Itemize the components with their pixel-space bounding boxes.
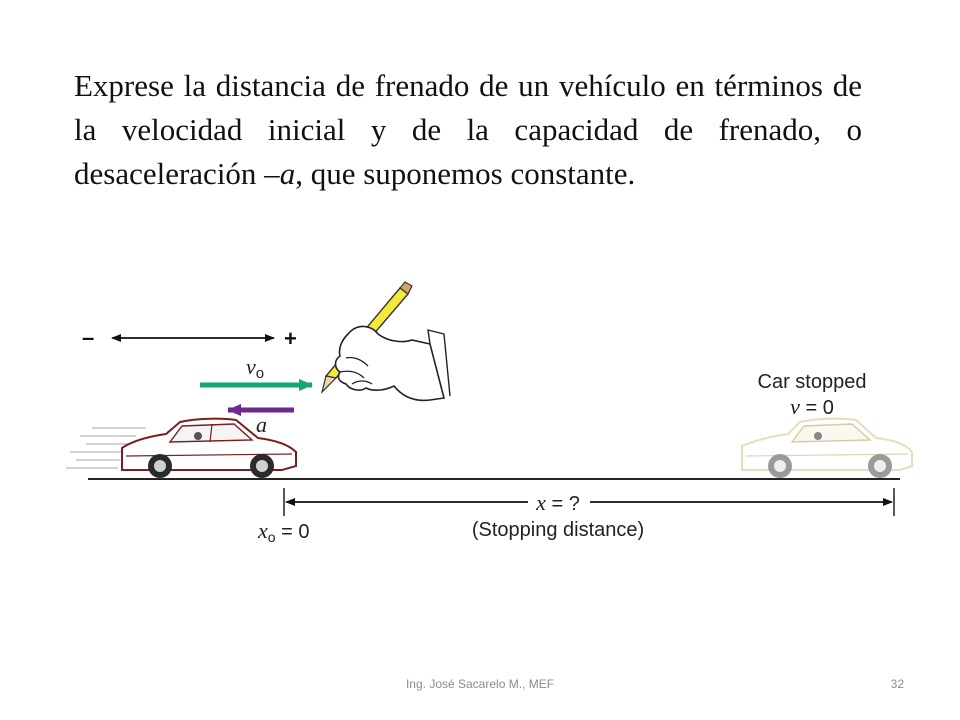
stopped-car-icon xyxy=(742,419,912,478)
v0-label xyxy=(246,354,264,382)
axis-minus-label: – xyxy=(82,325,95,350)
acceleration-label: a xyxy=(256,412,267,437)
origin-label xyxy=(257,518,309,545)
axis-plus-label: + xyxy=(284,326,297,351)
final-velocity-symbol: v xyxy=(790,394,800,419)
car-stopped-label: Car stopped xyxy=(757,371,867,393)
final-velocity-label xyxy=(790,394,834,419)
origin-symbol: x xyxy=(258,518,268,543)
stopping-distance-label: (Stopping distance) xyxy=(471,519,645,541)
distance-value: = ? xyxy=(545,493,580,515)
page-number: 32 xyxy=(890,677,904,691)
final-velocity-value: = 0 xyxy=(799,397,834,419)
origin-value: = 0 xyxy=(275,521,310,543)
origin-subscript: o xyxy=(267,529,276,545)
axis-indicator xyxy=(82,325,297,351)
statement-text-start: Exprese la distancia de frenado de un vehículo en términos de la velocidad inicial y de la capacidad de frenado, o desaceleración – xyxy=(74,68,862,191)
statement-variable-a: a xyxy=(279,156,296,191)
hand-pencil-icon xyxy=(322,282,450,400)
moving-car-icon xyxy=(122,419,296,478)
distance-symbol: x xyxy=(536,490,546,515)
statement-text-end: , que suponemos constante. xyxy=(295,156,636,191)
distance-label xyxy=(535,490,580,515)
footer-author: Ing. José Sacarelo M., MEF xyxy=(405,677,555,691)
v0-symbol: v xyxy=(246,354,256,379)
v0-subscript: o xyxy=(255,365,265,382)
